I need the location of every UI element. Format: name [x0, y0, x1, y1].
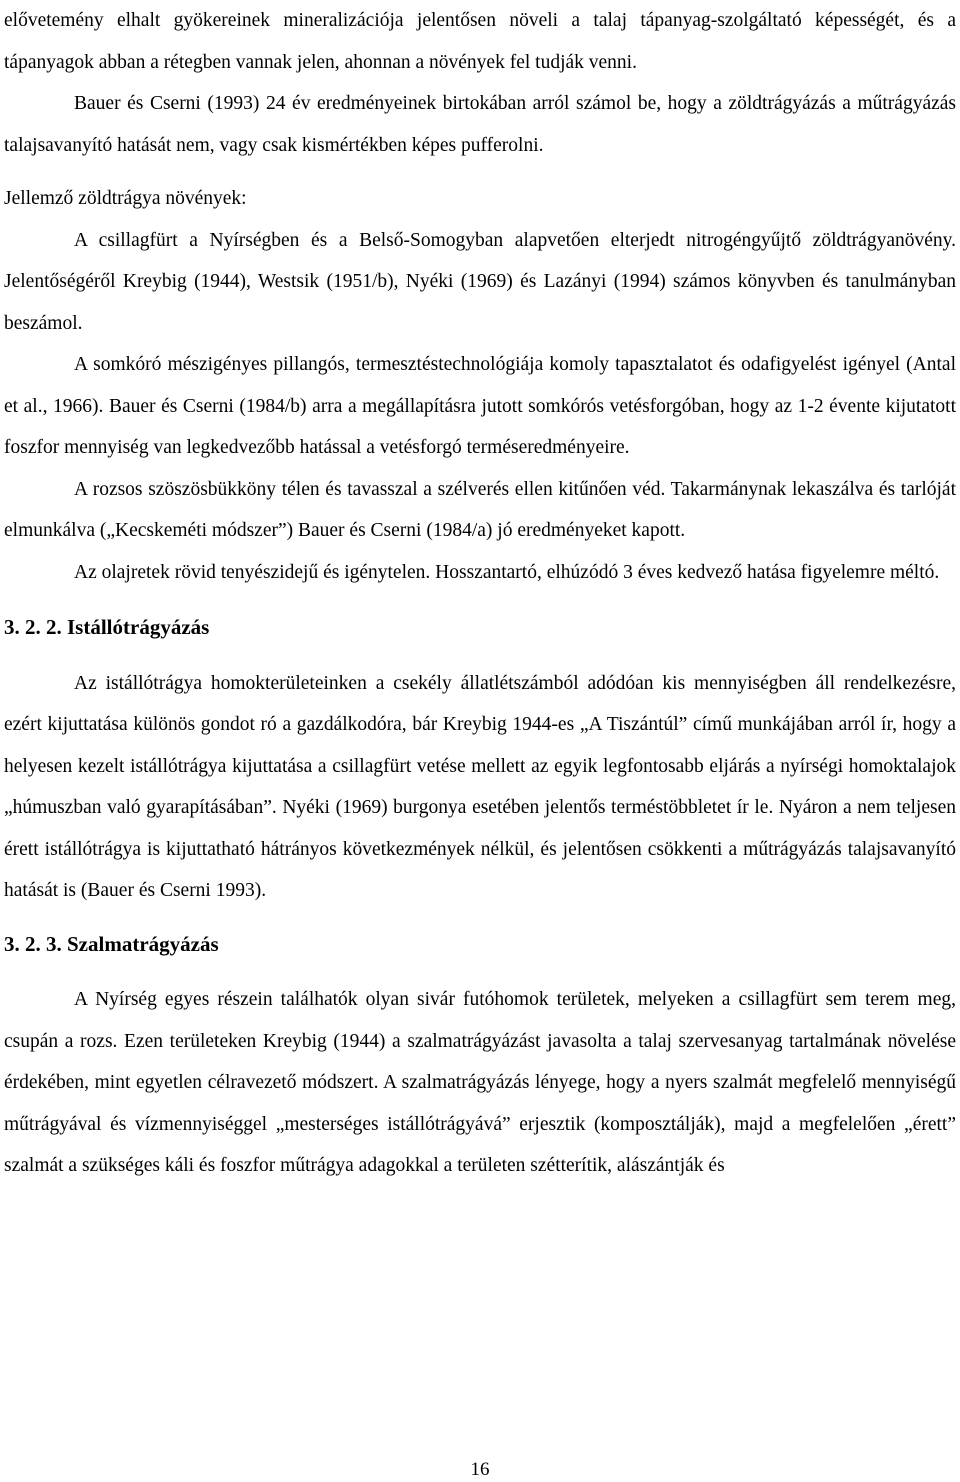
paragraph-continuation: elővetemény elhalt gyökereinek mineralizációja jelentősen növeli a talaj tápanyag-szolgáltató képességét, és a tápanyagok abban a rétegben vannak jelen, ahonnan a növények fel tudják venni.: [4, 10, 956, 73]
document-page: [4, 0, 956, 1187]
paragraph-oil-radish: Az olajretek rövid tenyészidejű és igénytelen. Hosszantartó, elhúzódó 3 éves kedvező hatása figyelemre méltó.: [74, 561, 940, 583]
page-number: 16: [470, 1459, 490, 1480]
paragraph-vetch: A rozsos szöszösbükköny télen és tavasszal a szélverés ellen kitűnően véd. Takarmánynak lekaszálva és tarlóját elmunkálva („Kecskeméti módszer”) Bauer és Cserni (1984/a) jó eredményeket kapott.: [4, 478, 956, 541]
paragraph-bauer-cserni: Bauer és Cserni (1993) 24 év eredményeinek birtokában arról számol be, hogy a zöldtrágyázás a műtrágyázás talajsavanyító hatását nem, vagy csak kismértékben képes pufferolni.: [4, 93, 956, 156]
paragraph-manure: Az istállótrágya homokterületeinken a csekély állatlétszámból adódóan kis mennyiségben áll rendelkezésre, ezért kijuttatása különös gondot ró a gazdálkodóra, bár Kreybig 1944-es „A Tiszántúl” című munkájában arról ír, hogy a helyesen kezelt istállótrágya kijuttatása a csillagfürt vetése mellett az egyik legfontosabb eljárás a nyírségi homoktalajok „húmuszban való gyarapításában”. Nyéki (1969) burgonya esetében jelentős terméstöbbletet ír le. Nyáron a nem teljesen érett istállótrágya is kijuttatható hátrányos következmények nélkül, és jelentősen csökkenti a műtrágyázás talajsavanyító hatását is (Bauer és Cserni 1993).: [4, 672, 956, 901]
subheading-green-manure-plants: Jellemző zöldtrágya növények:: [4, 188, 247, 209]
paragraph-straw: A Nyírség egyes részein találhatók olyan sivár futóhomok területek, melyeken a csillagfürt sem terem meg, csupán a rozs. Ezen területeken Kreybig (1944) a szalmatrágyázást javasolta a talaj szervesanyag tartalmának növelése érdekében, mint egyetlen célravezető módszert. A szalmatrágyázás lényege, hogy a nyers szalmát megfelelő mennyiségű műtrágyával és vízmennyiséggel „mesterséges istállótrágyává” erjesztik (komposztálják), majd a megfelelően „érett” szalmát a szükséges káli és foszfor műtrágya adagokkal a területen szétterítik, alászántják és: [4, 989, 956, 1176]
section-heading-straw: 3. 2. 3. Szalmatrágyázás: [4, 931, 219, 956]
paragraph-sweet-clover: A somkóró mészigényes pillangós, termesztéstechnológiája komoly tapasztalatot és odafigyelést igényel (Antal et al., 1966). Bauer és Cserni (1984/b) arra a megállapításra jutott somkórós vetésforgóban, hogy az 1-2 évente kijutatott foszfor mennyiség van legkedvezőbb hatással a vetésforgó terméseredményeire.: [4, 354, 956, 458]
paragraph-lupin: A csillagfürt a Nyírségben és a Belső-Somogyban alapvetően elterjedt nitrogéngyűjtő zöldtrágyanövény. Jelentőségéről Kreybig (1944), Westsik (1951/b), Nyéki (1969) és Lazányi (1994) számos könyvben és tanulmányban beszámol.: [4, 229, 956, 334]
section-heading-manure: 3. 2. 2. Istállótrágyázás: [4, 615, 210, 639]
